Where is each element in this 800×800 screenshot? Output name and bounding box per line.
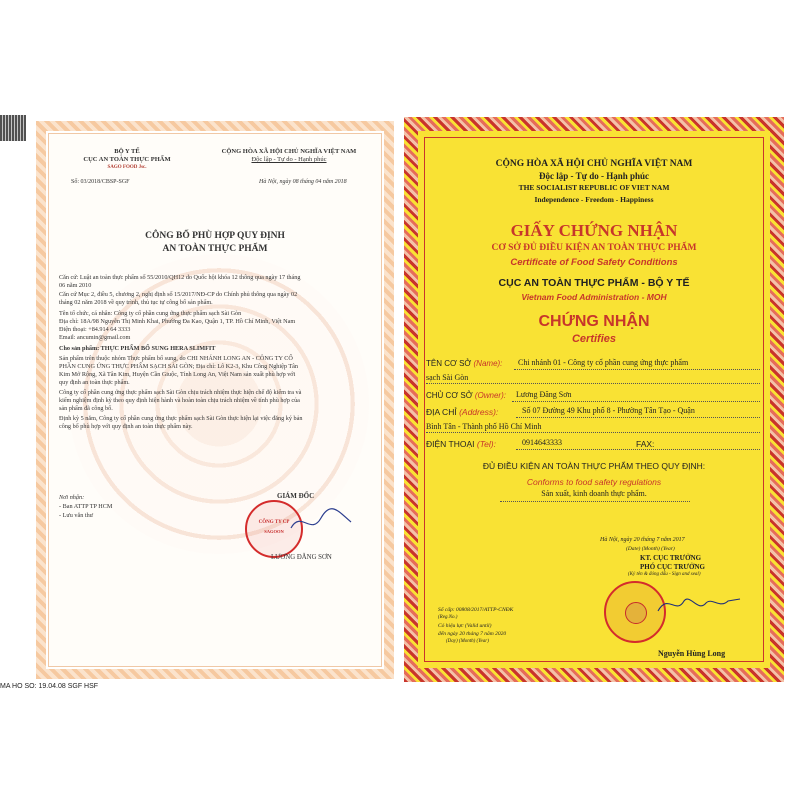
- declaration-body-line: Cho sản phẩm: THỰC PHẨM BỔ SUNG HERA SLIMFIT: [59, 345, 216, 352]
- declaration-date: Hà Nội, ngày 08 tháng 04 năm 2018: [259, 179, 347, 185]
- declaration-body-line: Sản phẩm trên thuộc nhóm Thực phẩm bổ sung, do CHI NHÁNH LONG AN - CÔNG TY CỔ: [59, 355, 293, 362]
- phone-value: 0914643333: [522, 438, 562, 447]
- declaration-body-line: Email: ancumin@gmail.com: [59, 334, 131, 341]
- declaration-body-line: Căn cứ Mục 2, điều 5, chương 2, nghị định số 15/2017/NĐ-CP do Chính phủ thông qua ngày 02: [59, 291, 298, 298]
- phone-label: ĐIỆN THOẠI (Tel):: [426, 439, 496, 449]
- declaration-body-line: 06 năm 2010: [59, 282, 92, 289]
- declaration-title-line1: CÔNG BỐ PHÙ HỢP QUY ĐỊNH: [145, 231, 285, 241]
- address-value: Số 07 Đường 49 Khu phố 8 - Phường Tân Tạo - Quận: [522, 406, 695, 415]
- field-dotted-line: [514, 369, 760, 370]
- address-value-line2: Bình Tân - Thành phố Hồ Chí Minh: [426, 422, 542, 431]
- cert-authority-en: Vietnam Food Administration - MOH: [521, 292, 667, 302]
- field-dotted-line: [512, 401, 760, 402]
- company-header: SAGO FOOD Jsc.: [107, 165, 147, 170]
- seal-emblem-icon: [625, 602, 647, 624]
- signature-mark: [289, 506, 359, 536]
- declaration-body-line: Điện thoại: +84.914 64 3333: [59, 326, 131, 333]
- declaration-body-line: quy định an toàn thực phẩm.: [59, 379, 130, 386]
- recipients-label: Nơi nhận:: [59, 494, 85, 501]
- validity-date: đến ngày 20 tháng 7 năm 2020: [438, 631, 507, 637]
- conformity-statement-en: Conforms to food safety regulations: [526, 477, 662, 487]
- left-document-declaration: [32, 117, 398, 683]
- owner-label: CHỦ CƠ SỞ (Owner):: [426, 391, 506, 400]
- declaration-body-line: tháng 02 năm 2018 về quy trình, thủ tục tự công bố sản phẩm.: [59, 299, 213, 306]
- owner-value: Lương Đăng Sơn: [516, 390, 572, 399]
- certificate-signer-name: Nguyễn Hùng Long: [658, 649, 726, 658]
- sign-note: (Ký tên & đóng dấu - Sign and seal): [628, 572, 701, 577]
- field-dotted-line: [516, 449, 760, 450]
- qr-code-icon: [0, 115, 26, 141]
- declaration-body-line: kiểm nghiệm định kỳ theo quy định hiện hành và hoàn toàn chịu trách nhiệm về tính phù hợp của: [59, 397, 300, 404]
- declaration-body-line: Địa chỉ: 18A/98 Nguyễn Thị Minh Khai, Phường Đa Kao, Quận 1, TP. Hồ Chí Minh, Việt Nam: [59, 318, 296, 325]
- cert-authority: CỤC AN TOÀN THỰC PHẨM - BỘ Y TẾ: [498, 277, 690, 289]
- field-dotted-line: [426, 383, 760, 384]
- recipient-item: - Ban ATTP TP HCM: [59, 503, 113, 510]
- recipient-item: - Lưu văn thư: [59, 512, 94, 519]
- cert-motto: Độc lập - Tự do - Hạnh phúc: [538, 171, 649, 181]
- conformity-statement: ĐỦ ĐIỀU KIỆN AN TOÀN THỰC PHẨM THEO QUY ĐỊNH:: [482, 461, 706, 471]
- signer-title-1: KT. CỤC TRƯỞNG: [640, 554, 702, 562]
- declaration-body-line: sản phẩm đã công bố.: [59, 405, 113, 412]
- declaration-body-line: Công ty cổ phần cung ứng thực phẩm sạch Sài Gòn chịu trách nhiệm thực hiện chế độ kiểm tra và: [59, 389, 302, 396]
- cert-certify-heading: CHỨNG NHẬN: [538, 313, 650, 330]
- fax-label: FAX:: [636, 439, 655, 449]
- validity-label: Có hiệu lực (Valid until): [438, 623, 492, 629]
- facility-value-line2: sạch Sài Gòn: [426, 373, 469, 382]
- stamp-text: CÔNG TY CP: [258, 520, 290, 525]
- official-signature: [654, 591, 744, 619]
- registration-number: Số cấp: 00808/2017/ATTP-CNĐK: [438, 607, 514, 613]
- field-dotted-line: [500, 501, 690, 502]
- facility-label: TÊN CƠ SỞ (Name):: [426, 359, 503, 368]
- republic-label: CỘNG HÒA XÃ HỘI CHỦ NGHĨA VIỆT NAM: [221, 148, 357, 155]
- declaration-number: Số: 03/2018/CBSP-SGF: [71, 179, 130, 185]
- validity-date-en: (Day) (Month) (Year): [446, 639, 489, 644]
- ministry-label: BỘ Y TẾ: [114, 148, 140, 155]
- declaration-body-line: Kim Mở Rộng, Xã Tân Kim, Huyện Cần Giuộc, Tỉnh Long An, Việt Nam sản xuất phù hợp với: [59, 371, 296, 378]
- motto-label: Độc lập - Tự do - Hạnh phúc: [251, 156, 327, 163]
- field-dotted-line: [426, 432, 760, 433]
- issue-date-en: (Date) (Month) (Year): [626, 546, 675, 552]
- registration-number-en: (Reg.No.): [438, 615, 458, 620]
- address-label: ĐỊA CHỈ (Address):: [426, 407, 499, 417]
- declaration-title-line2: AN TOÀN THỰC PHẨM: [162, 244, 268, 254]
- stamp-subtext: SAGOON: [264, 529, 284, 534]
- record-code-footer: MA HO SO: 19.04.08 SGF HSF: [0, 683, 99, 690]
- department-label: CỤC AN TOÀN THỰC PHẨM: [83, 156, 171, 163]
- left-document-body: [48, 133, 382, 667]
- signer-name: LƯƠNG ĐĂNG SƠN: [271, 554, 332, 561]
- declaration-body-line: Định kỳ 5 năm, Công ty cổ phần cung ứng thực phẩm sạch Sài Gòn thực hiện lại việc đăng ký bản: [59, 415, 303, 422]
- cert-republic: CỘNG HÒA XÃ HỘI CHỦ NGHĨA VIỆT NAM: [495, 159, 693, 169]
- field-dotted-line: [516, 417, 760, 418]
- business-activity: Sản xuất, kinh doanh thực phẩm.: [541, 489, 647, 498]
- declaration-body-line: công bố phù hợp với quy định an toàn thực phẩm này.: [59, 423, 193, 430]
- cert-title: GIẤY CHỨNG NHẬN: [510, 221, 678, 240]
- cert-subtitle-en: Certificate of Food Safety Conditions: [510, 257, 678, 268]
- declaration-body-line: Tên tổ chức, cá nhân: Công ty cổ phần cung ứng thực phẩm sạch Sài Gòn: [59, 310, 242, 317]
- issue-date: Hà Nội, ngày 20 tháng 7 năm 2017: [600, 537, 685, 543]
- cert-certify-en: Certifies: [571, 333, 617, 345]
- cert-subtitle: CƠ SỞ ĐỦ ĐIỀU KIỆN AN TOÀN THỰC PHẨM: [491, 243, 697, 253]
- cert-republic-en: THE SOCIALIST REPUBLIC OF VIET NAM: [518, 183, 670, 192]
- signer-title-2: PHÓ CỤC TRƯỞNG: [640, 563, 705, 571]
- right-document-certificate: [404, 117, 784, 682]
- declaration-body-line: PHẦN CUNG ỨNG THỰC PHẨM SẠCH SÀI GÒN; Địa chỉ: Lô K2-3, Khu Công Nghiệp Tân: [59, 363, 298, 370]
- cert-motto-en: Independence - Freedom - Happiness: [534, 195, 654, 204]
- signer-title: GIÁM ĐỐC: [277, 492, 315, 500]
- facility-value: Chi nhánh 01 - Công ty cổ phần cung ứng thực phẩm: [518, 358, 689, 367]
- declaration-body-line: Căn cứ: Luật an toàn thực phẩm số 55/2010/QH12 do Quốc hội khóa 12 thông qua ngày 17 tháng: [59, 274, 301, 281]
